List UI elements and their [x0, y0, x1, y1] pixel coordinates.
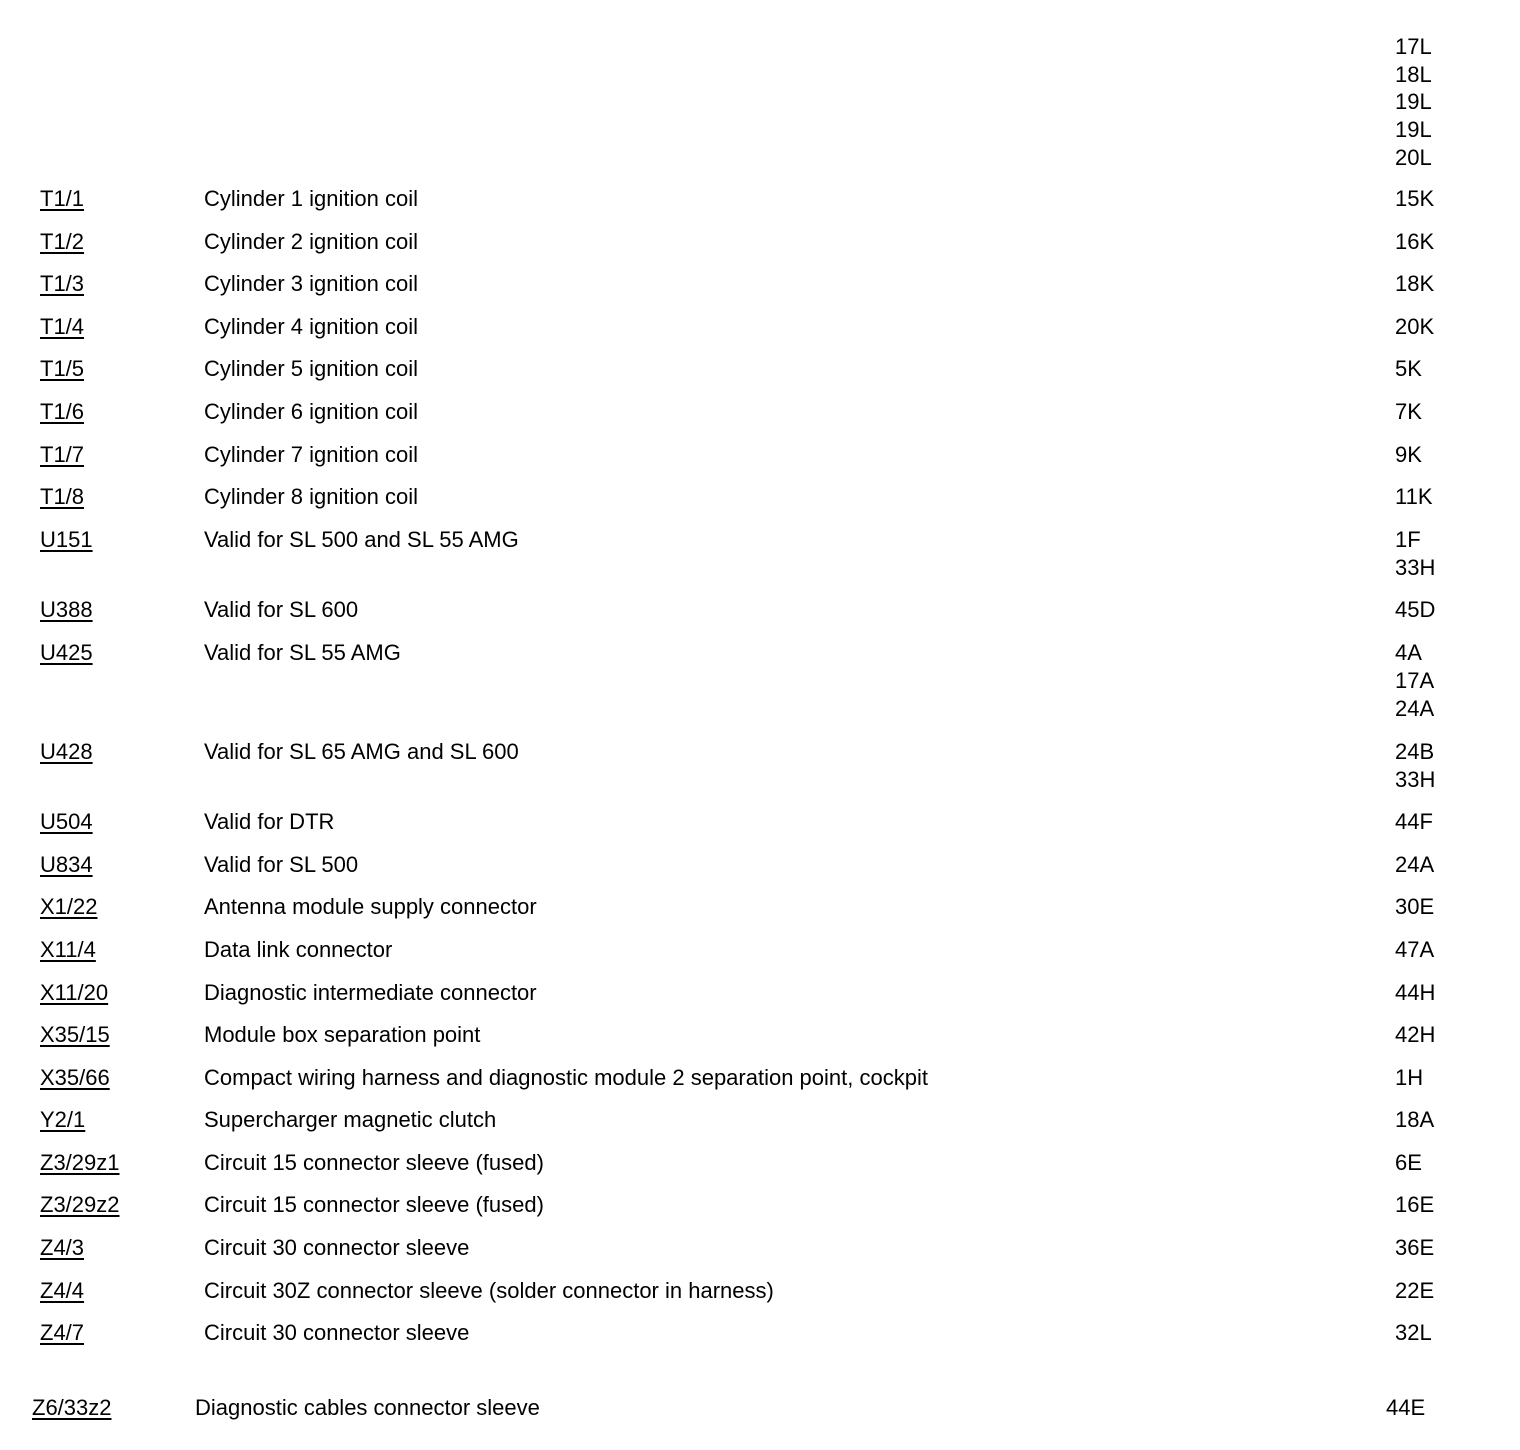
- location-code: 30E: [1395, 894, 1435, 920]
- component-entry: [0, 1277, 1520, 1320]
- component-entry: [0, 979, 1520, 1022]
- location-code: 1F: [1395, 526, 1421, 552]
- location-code: 24B: [1395, 738, 1435, 764]
- location-code: 16E: [1395, 1192, 1435, 1218]
- component-code-link[interactable]: X35/15: [40, 1022, 110, 1048]
- component-entry: [0, 398, 1520, 441]
- component-code-link[interactable]: Z6/33z2: [32, 1395, 112, 1420]
- component-entry: [0, 441, 1520, 484]
- location-code: 19L: [1395, 117, 1432, 143]
- location-code: 44E: [1386, 1395, 1426, 1420]
- component-entry: [0, 185, 1520, 228]
- location-code: 18L: [1395, 61, 1432, 87]
- location-code: 11K: [1395, 484, 1433, 510]
- component-entry: [0, 355, 1520, 398]
- location-list: [1395, 738, 1435, 794]
- component-entry: [0, 851, 1520, 894]
- component-entry: [0, 1106, 1520, 1149]
- component-description: Valid for SL 600: [204, 597, 359, 623]
- component-description: Cylinder 8 ignition coil: [204, 484, 418, 510]
- location-code: 19L: [1395, 89, 1432, 115]
- component-entry: [0, 313, 1520, 356]
- location-list: [1395, 526, 1435, 582]
- component-description: Antenna module supply connector: [204, 894, 537, 920]
- component-code-link[interactable]: T1/1: [40, 186, 85, 211]
- component-entry: [0, 1234, 1520, 1277]
- component-code-link[interactable]: U425: [40, 639, 93, 665]
- component-code-link[interactable]: T1/7: [40, 441, 85, 467]
- location-list: [1395, 1064, 1423, 1092]
- location-list: [1395, 596, 1435, 624]
- location-list: [1395, 355, 1422, 383]
- component-entry-final: [0, 1394, 1520, 1422]
- location-code: 9K: [1395, 441, 1422, 467]
- component-description: Cylinder 6 ignition coil: [204, 398, 418, 424]
- location-list: [1395, 313, 1434, 341]
- component-description: Diagnostic cables connector sleeve: [195, 1395, 540, 1420]
- component-code-link[interactable]: Z4/7: [40, 1320, 85, 1346]
- location-code: 17L: [1395, 34, 1432, 59]
- component-entry: [0, 270, 1520, 313]
- component-entry: [0, 639, 1520, 738]
- location-list: [1395, 808, 1433, 836]
- location-list: [1395, 1234, 1434, 1262]
- component-code-link[interactable]: T1/2: [40, 228, 85, 254]
- component-code-link[interactable]: X11/20: [40, 979, 109, 1005]
- location-code: 5K: [1395, 356, 1422, 382]
- component-entry: [0, 1021, 1520, 1064]
- location-code: 47A: [1395, 936, 1435, 962]
- component-code-link[interactable]: U504: [40, 809, 93, 835]
- component-description: Cylinder 4 ignition coil: [204, 313, 418, 339]
- component-code-link[interactable]: T1/6: [40, 398, 85, 424]
- location-code: 33H: [1395, 554, 1436, 580]
- location-code: 22E: [1395, 1277, 1435, 1303]
- location-list: [1395, 270, 1434, 298]
- location-code: 7K: [1395, 398, 1422, 424]
- location-code: 42H: [1395, 1022, 1436, 1048]
- component-description: Compact wiring harness and diagnostic module 2 separation point, cockpit: [204, 1064, 928, 1090]
- location-list: [1395, 1277, 1434, 1305]
- location-code: 36E: [1395, 1235, 1435, 1261]
- location-list: [1395, 851, 1434, 879]
- location-code: 18A: [1395, 1107, 1435, 1133]
- component-code-link[interactable]: U388: [40, 597, 93, 623]
- component-description: Supercharger magnetic clutch: [204, 1107, 497, 1133]
- location-code: 24A: [1395, 851, 1435, 877]
- component-description: Cylinder 1 ignition coil: [204, 186, 418, 211]
- location-list: [1395, 441, 1422, 469]
- location-code: 33H: [1395, 766, 1436, 792]
- component-entry: [0, 808, 1520, 851]
- continued-location-list: [1395, 33, 1432, 171]
- location-code: 20K: [1395, 313, 1435, 339]
- component-entry: [0, 1149, 1520, 1192]
- location-code: 44H: [1395, 979, 1436, 1005]
- component-code-link[interactable]: Z4/3: [40, 1235, 85, 1261]
- component-code-link[interactable]: Z3/29z2: [40, 1192, 120, 1218]
- location-code: 6E: [1395, 1149, 1422, 1175]
- component-description: Valid for SL 65 AMG and SL 600: [204, 738, 519, 764]
- component-entry: [0, 526, 1520, 597]
- component-entry: [0, 893, 1520, 936]
- component-code-link[interactable]: U834: [40, 851, 93, 877]
- component-code-link[interactable]: Z3/29z1: [40, 1149, 120, 1175]
- location-list: [1395, 1021, 1435, 1049]
- component-description: Circuit 15 connector sleeve (fused): [204, 1149, 544, 1175]
- location-list: [1395, 639, 1434, 723]
- location-list: [1395, 1191, 1434, 1219]
- location-list: [1395, 893, 1434, 921]
- location-list: [1395, 1319, 1432, 1347]
- component-code-link[interactable]: T1/3: [40, 271, 85, 297]
- location-list: [1395, 936, 1434, 964]
- location-list: [1395, 398, 1422, 426]
- component-description: Valid for DTR: [204, 809, 335, 835]
- location-list: [1395, 1149, 1422, 1177]
- location-code: 32L: [1395, 1320, 1432, 1346]
- component-description: Circuit 15 connector sleeve (fused): [204, 1192, 544, 1218]
- component-code-link[interactable]: T1/8: [40, 484, 85, 510]
- component-code-link[interactable]: X35/66: [40, 1064, 110, 1090]
- location-list: [1395, 483, 1433, 511]
- component-description: Valid for SL 55 AMG: [204, 639, 401, 665]
- location-code: 18K: [1395, 271, 1435, 297]
- component-entry: [0, 483, 1520, 526]
- location-list: [1395, 1106, 1434, 1134]
- location-list: [1395, 228, 1434, 256]
- component-code-link[interactable]: Z4/4: [40, 1277, 85, 1303]
- component-entry: [0, 596, 1520, 639]
- location-code: 15K: [1395, 186, 1435, 211]
- component-description: Cylinder 7 ignition coil: [204, 441, 418, 467]
- component-description: Diagnostic intermediate connector: [204, 979, 537, 1005]
- location-code: 20L: [1395, 144, 1432, 170]
- component-code-link[interactable]: T1/5: [40, 356, 85, 382]
- component-description: Valid for SL 500: [204, 851, 359, 877]
- location-code: 24A: [1395, 695, 1435, 721]
- component-code-link[interactable]: X1/22: [40, 894, 98, 920]
- component-code-link[interactable]: U151: [40, 526, 93, 552]
- location-code: 45D: [1395, 597, 1436, 623]
- component-entry: [0, 1064, 1520, 1107]
- component-description: Circuit 30 connector sleeve: [204, 1320, 470, 1346]
- location-list: [1395, 979, 1435, 1007]
- location-code: 17A: [1395, 667, 1435, 693]
- location-code: 44F: [1395, 809, 1433, 835]
- location-code: 1H: [1395, 1064, 1424, 1090]
- component-description: Module box separation point: [204, 1022, 481, 1048]
- component-description: Circuit 30Z connector sleeve (solder connector in harness): [204, 1277, 774, 1303]
- location-code: 4A: [1395, 639, 1422, 665]
- component-description: Cylinder 5 ignition coil: [204, 356, 418, 382]
- component-entry: [0, 1319, 1520, 1362]
- component-entry: [0, 738, 1520, 809]
- component-description: Data link connector: [204, 936, 393, 962]
- location-list: [1395, 185, 1434, 213]
- component-description: Valid for SL 500 and SL 55 AMG: [204, 526, 519, 552]
- component-index-list: [0, 185, 1520, 1362]
- component-entry: [0, 1191, 1520, 1234]
- component-description: Cylinder 2 ignition coil: [204, 228, 418, 254]
- component-code-link[interactable]: Y2/1: [40, 1107, 86, 1133]
- component-entry: [0, 936, 1520, 979]
- component-code-link[interactable]: U428: [40, 738, 93, 764]
- component-description: Cylinder 3 ignition coil: [204, 271, 418, 297]
- component-code-link[interactable]: T1/4: [40, 313, 85, 339]
- component-code-link[interactable]: X11/4: [40, 936, 96, 962]
- component-description: Circuit 30 connector sleeve: [204, 1235, 470, 1261]
- component-entry: [0, 228, 1520, 271]
- location-code: 16K: [1395, 228, 1435, 254]
